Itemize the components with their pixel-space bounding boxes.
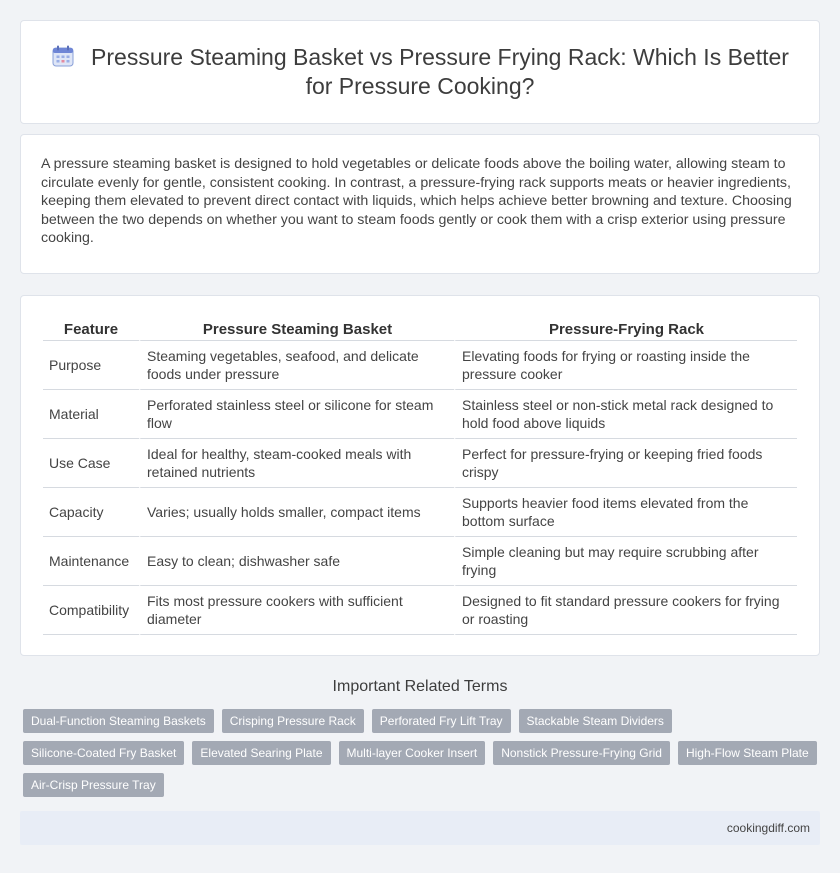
footer-site-link[interactable]: cookingdiff.com bbox=[726, 821, 810, 835]
related-term-tag[interactable]: Dual-Function Steaming Baskets bbox=[23, 709, 214, 733]
row-feature: Compatibility bbox=[43, 586, 139, 635]
page-title-text: Pressure Steaming Basket vs Pressure Frying Rack: Which Is Better for Pressure Cooking? bbox=[91, 44, 789, 99]
table-row bbox=[43, 439, 797, 488]
table-row bbox=[43, 341, 797, 390]
comparison-table bbox=[43, 318, 797, 635]
related-terms-section bbox=[20, 678, 820, 797]
table-row bbox=[43, 488, 797, 537]
intro-paragraph: A pressure steaming basket is designed to hold vegetables or delicate foods above the boiling water, allowing steam to circulate evenly for gentle, consistent cooking. In contrast, a pressure-frying rack supports meats or heavier ingredients, keeping them elevated to prevent direct contact with liquids, which helps achieve better browning and texture. Choosing between the two depends on whether you want to steam foods gently or cook them with a crisp exterior using pressure cooking. bbox=[41, 156, 792, 247]
row-steaming-value: Perforated stainless steel or silicone for steam flow bbox=[139, 390, 454, 439]
row-steaming-value: Ideal for healthy, steam-cooked meals with retained nutrients bbox=[139, 439, 454, 488]
row-frying-value: Designed to fit standard pressure cookers for frying or roasting bbox=[454, 586, 797, 635]
page bbox=[20, 0, 820, 845]
table-header-row bbox=[43, 318, 797, 341]
related-term-tag[interactable]: Multi-layer Cooker Insert bbox=[339, 741, 486, 765]
row-feature: Use Case bbox=[43, 439, 139, 488]
table-row bbox=[43, 586, 797, 635]
comparison-card bbox=[20, 295, 820, 656]
row-frying-value: Simple cleaning but may require scrubbing after frying bbox=[454, 537, 797, 586]
row-frying-value: Elevating foods for frying or roasting inside the pressure cooker bbox=[454, 341, 797, 390]
table-row bbox=[43, 390, 797, 439]
related-terms-title: Important Related Terms bbox=[332, 678, 508, 695]
page-title bbox=[51, 43, 789, 101]
related-terms-tags bbox=[20, 709, 820, 797]
calendar-icon bbox=[51, 44, 75, 68]
row-feature: Purpose bbox=[43, 341, 139, 390]
related-term-tag[interactable]: Perforated Fry Lift Tray bbox=[372, 709, 511, 733]
header-frying-rack: Pressure-Frying Rack bbox=[454, 318, 797, 341]
related-term-tag[interactable]: Silicone-Coated Fry Basket bbox=[23, 741, 184, 765]
header-steaming-basket: Pressure Steaming Basket bbox=[139, 318, 454, 341]
related-term-tag[interactable]: Stackable Steam Dividers bbox=[519, 709, 672, 733]
related-term-tag[interactable]: High-Flow Steam Plate bbox=[678, 741, 817, 765]
table-row bbox=[43, 537, 797, 586]
related-term-tag[interactable]: Air-Crisp Pressure Tray bbox=[23, 773, 164, 797]
row-feature: Capacity bbox=[43, 488, 139, 537]
title-card bbox=[20, 20, 820, 124]
related-term-tag[interactable]: Elevated Searing Plate bbox=[192, 741, 330, 765]
row-frying-value: Stainless steel or non-stick metal rack designed to hold food above liquids bbox=[454, 390, 797, 439]
footer bbox=[20, 811, 820, 845]
row-feature: Maintenance bbox=[43, 537, 139, 586]
row-steaming-value: Easy to clean; dishwasher safe bbox=[139, 537, 454, 586]
related-term-tag[interactable]: Nonstick Pressure-Frying Grid bbox=[493, 741, 670, 765]
row-frying-value: Perfect for pressure-frying or keeping fried foods crispy bbox=[454, 439, 797, 488]
row-steaming-value: Varies; usually holds smaller, compact items bbox=[139, 488, 454, 537]
related-term-tag[interactable]: Crisping Pressure Rack bbox=[222, 709, 364, 733]
intro-card bbox=[20, 134, 820, 274]
row-steaming-value: Steaming vegetables, seafood, and delicate foods under pressure bbox=[139, 341, 454, 390]
row-steaming-value: Fits most pressure cookers with sufficient diameter bbox=[139, 586, 454, 635]
row-frying-value: Supports heavier food items elevated from the bottom surface bbox=[454, 488, 797, 537]
header-feature: Feature bbox=[43, 318, 139, 341]
row-feature: Material bbox=[43, 390, 139, 439]
